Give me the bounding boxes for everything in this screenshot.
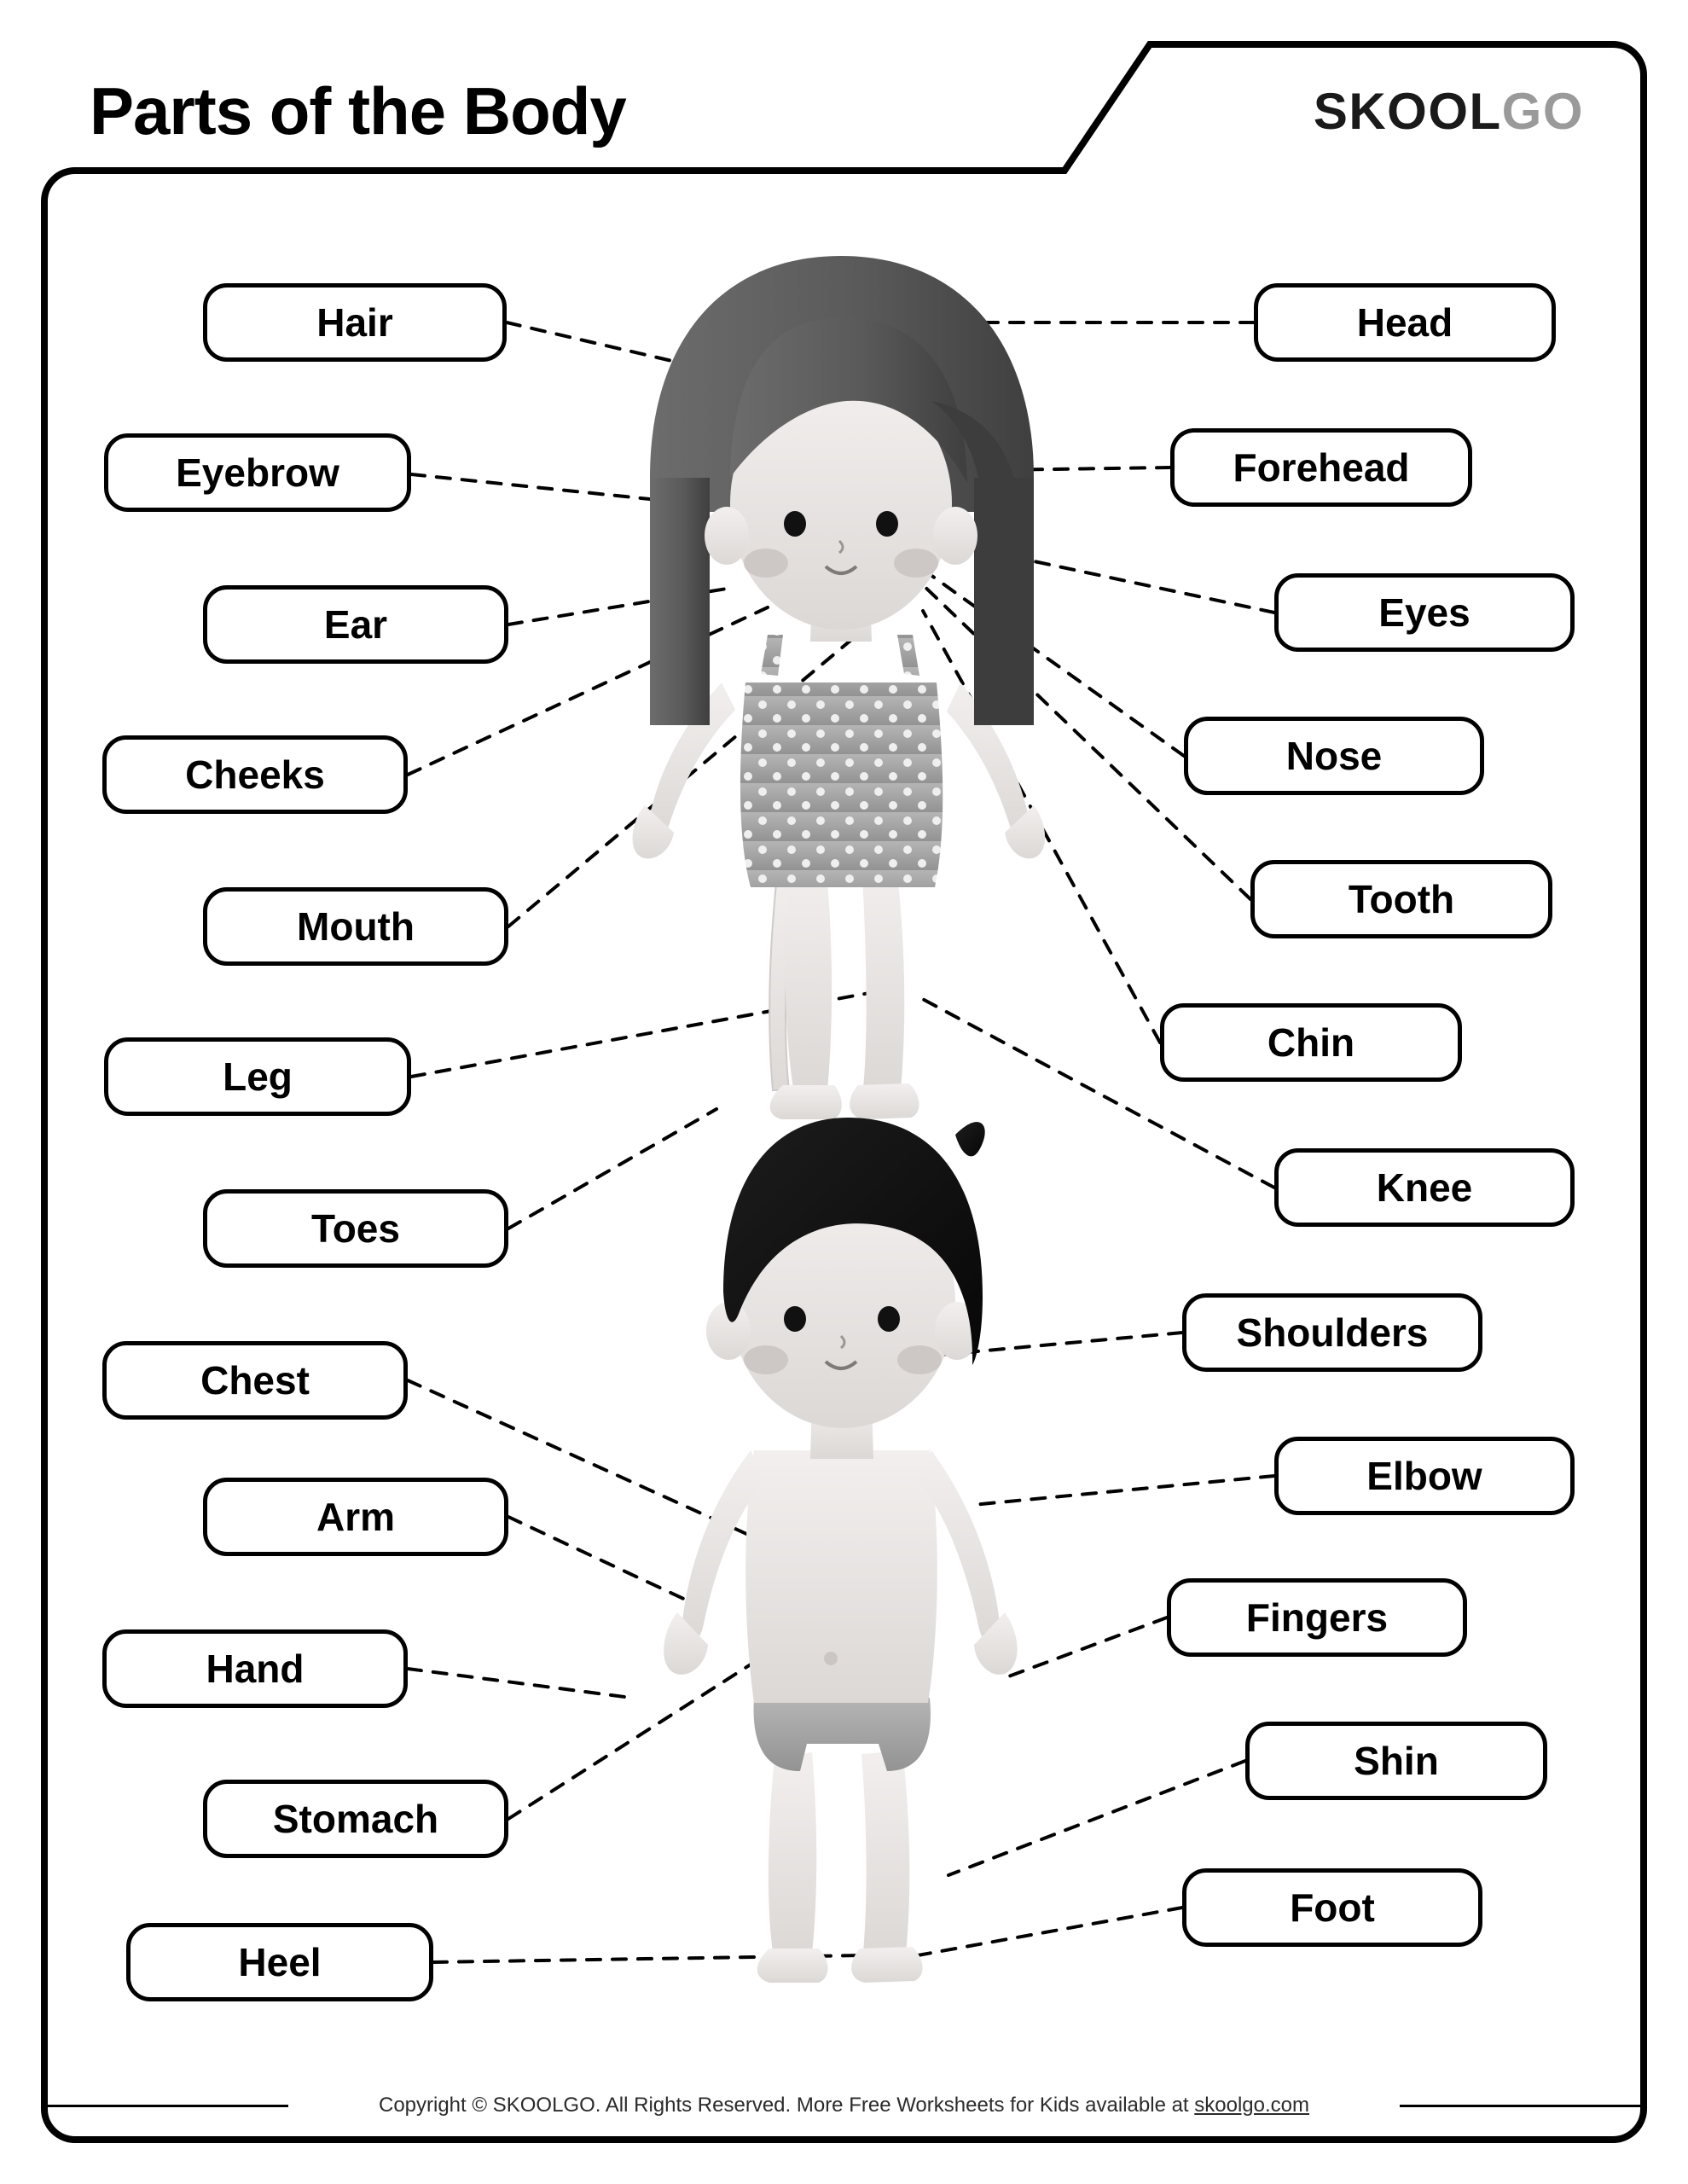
label-eyes[interactable]: [1274, 573, 1575, 652]
label-shin[interactable]: [1245, 1722, 1547, 1800]
label-elbow-text: Elbow: [1366, 1454, 1482, 1498]
label-elbow[interactable]: [1274, 1437, 1575, 1515]
label-forehead[interactable]: [1170, 428, 1472, 507]
label-head[interactable]: [1254, 283, 1556, 362]
label-heel[interactable]: [126, 1923, 433, 2001]
label-knee[interactable]: [1274, 1148, 1575, 1227]
skoolgo-logo: [1314, 82, 1584, 141]
label-mouth-text: Mouth: [297, 904, 415, 949]
label-cheeks[interactable]: [102, 735, 408, 814]
label-foot-text: Foot: [1290, 1885, 1375, 1930]
label-chin-text: Chin: [1267, 1020, 1355, 1065]
label-nose-text: Nose: [1285, 734, 1383, 778]
label-cheeks-text: Cheeks: [185, 752, 325, 797]
label-forehead-text: Forehead: [1233, 445, 1410, 490]
label-eyebrow[interactable]: [104, 433, 411, 512]
label-heel-text: Heel: [238, 1940, 322, 1984]
label-fingers[interactable]: [1167, 1578, 1467, 1657]
label-leg-text: Leg: [223, 1054, 293, 1099]
logo-text-secondary: GO: [1501, 83, 1584, 140]
label-stomach[interactable]: [203, 1780, 508, 1858]
footer-text: Copyright © SKOOLGO. All Rights Reserved. More Free Worksheets for Kids available at: [378, 2094, 1195, 2117]
label-ear[interactable]: [203, 585, 508, 664]
label-knee-text: Knee: [1376, 1165, 1473, 1210]
label-leg[interactable]: [104, 1037, 411, 1116]
label-eyebrow-text: Eyebrow: [176, 450, 339, 495]
label-arm[interactable]: [203, 1478, 508, 1556]
footer-link[interactable]: skoolgo.com: [1194, 2094, 1310, 2117]
label-toes[interactable]: [203, 1189, 508, 1268]
label-chin[interactable]: [1160, 1003, 1462, 1082]
page-title: Parts of the Body: [90, 73, 626, 148]
label-shoulders-text: Shoulders: [1236, 1310, 1429, 1355]
label-shin-text: Shin: [1354, 1739, 1439, 1783]
label-ear-text: Ear: [323, 602, 388, 647]
label-head-text: Head: [1356, 300, 1453, 345]
label-hand-text: Hand: [206, 1647, 305, 1691]
label-tooth-text: Tooth: [1348, 877, 1455, 921]
label-stomach-text: Stomach: [272, 1797, 439, 1841]
label-hair-text: Hair: [316, 300, 393, 345]
label-foot[interactable]: [1182, 1868, 1482, 1947]
label-chest-text: Chest: [200, 1358, 310, 1403]
label-hand[interactable]: [102, 1629, 408, 1708]
label-hair[interactable]: [203, 283, 507, 362]
label-eyes-text: Eyes: [1378, 590, 1470, 635]
logo-text-primary: SKOOL: [1313, 83, 1502, 140]
label-nose[interactable]: [1184, 717, 1484, 795]
label-tooth[interactable]: [1250, 860, 1552, 938]
label-chest[interactable]: [102, 1341, 408, 1420]
label-shoulders[interactable]: [1182, 1293, 1482, 1372]
footer-copyright: [0, 2094, 1688, 2117]
label-arm-text: Arm: [316, 1495, 396, 1539]
label-mouth[interactable]: [203, 887, 508, 966]
label-toes-text: Toes: [311, 1206, 400, 1251]
label-fingers-text: Fingers: [1245, 1595, 1389, 1640]
